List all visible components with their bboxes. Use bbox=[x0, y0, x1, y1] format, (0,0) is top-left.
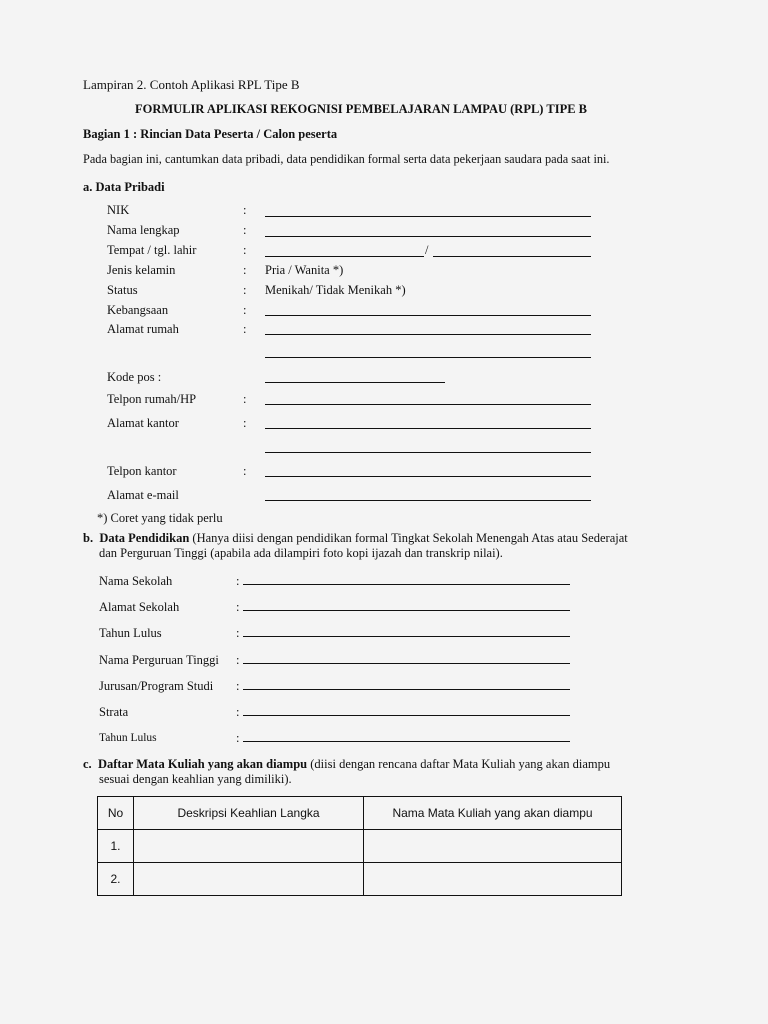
nama-perguruan-tinggi-input-line[interactable] bbox=[243, 663, 570, 664]
colon: : bbox=[236, 574, 240, 588]
kebangsaan-input-line[interactable] bbox=[265, 315, 591, 316]
colon: : bbox=[243, 322, 247, 336]
colon: : bbox=[243, 283, 247, 297]
alamat-sekolah-input-line[interactable] bbox=[243, 610, 570, 611]
alamat-kantor-input-line-2[interactable] bbox=[265, 452, 591, 453]
table-header-deskripsi: Deskripsi Keahlian Langka bbox=[134, 797, 364, 830]
section-b-description-2: dan Perguruan Tinggi (apabila ada dilampiri foto kopi ijazah dan transkrip nilai). bbox=[99, 546, 503, 560]
tempat-lahir-input-line[interactable] bbox=[265, 256, 424, 257]
table-row bbox=[98, 830, 622, 863]
field-label-telpon-rumah: Telpon rumah/HP bbox=[107, 392, 197, 406]
field-label-alamat-kantor: Alamat kantor bbox=[107, 416, 179, 430]
colon: : bbox=[236, 600, 240, 614]
colon: : bbox=[236, 626, 240, 640]
date-separator: / bbox=[425, 243, 429, 257]
field-label-tempat-tgl-lahir: Tempat / tgl. lahir bbox=[107, 243, 197, 257]
alamat-rumah-input-line-1[interactable] bbox=[265, 334, 591, 335]
colon: : bbox=[236, 705, 240, 719]
colon: : bbox=[243, 303, 247, 317]
field-label-strata: Strata bbox=[99, 705, 129, 719]
field-label-nama-lengkap: Nama lengkap bbox=[107, 223, 180, 237]
field-label-status: Status bbox=[107, 283, 138, 297]
alamat-email-input-line[interactable] bbox=[265, 500, 591, 501]
section-b-heading bbox=[83, 531, 628, 546]
table-cell-no: 1. bbox=[98, 830, 134, 863]
colon: : bbox=[243, 392, 247, 406]
telpon-kantor-input-line[interactable] bbox=[265, 476, 591, 477]
field-label-kode-pos: Kode pos : bbox=[107, 370, 162, 384]
footnote: *) Coret yang tidak perlu bbox=[97, 511, 223, 525]
colon: : bbox=[236, 653, 240, 667]
kode-pos-input-line[interactable] bbox=[265, 382, 445, 383]
colon: : bbox=[236, 731, 240, 745]
colon: : bbox=[243, 464, 247, 478]
colon: : bbox=[243, 416, 247, 430]
section-heading-daftar-mata-kuliah: Daftar Mata Kuliah yang akan diampu bbox=[97, 757, 308, 771]
table-header-row bbox=[98, 797, 622, 830]
field-label-tahun-lulus: Tahun Lulus bbox=[99, 626, 162, 640]
section-heading-data-pribadi: a. Data Pribadi bbox=[83, 180, 165, 194]
strata-input-line[interactable] bbox=[243, 715, 570, 716]
table-header-mata-kuliah: Nama Mata Kuliah yang akan diampu bbox=[364, 797, 622, 830]
field-label-telpon-kantor: Telpon kantor bbox=[107, 464, 177, 478]
mata-kuliah-table bbox=[97, 796, 622, 896]
bagian-1-intro: Pada bagian ini, cantumkan data pribadi, data pendidikan formal serta data pekerjaan saudara pada saat ini. bbox=[83, 152, 610, 166]
field-label-nama-perguruan-tinggi: Nama Perguruan Tinggi bbox=[99, 653, 219, 667]
section-c-prefix: c. bbox=[83, 757, 92, 771]
nama-sekolah-input-line[interactable] bbox=[243, 584, 570, 585]
field-label-tahun-lulus-2: Tahun Lulus bbox=[99, 732, 157, 744]
table-cell-mata-kuliah[interactable] bbox=[364, 830, 622, 863]
table-row bbox=[98, 863, 622, 896]
tgl-lahir-input-line[interactable] bbox=[433, 256, 591, 257]
section-c-description-2: sesuai dengan keahlian yang dimiliki). bbox=[99, 772, 292, 786]
section-b-description: (Hanya diisi dengan pendidikan formal Tingkat Sekolah Menengah Atas atau Sederajat bbox=[192, 531, 628, 545]
table-header-no: No bbox=[98, 797, 134, 830]
colon: : bbox=[243, 203, 247, 217]
section-c-heading bbox=[83, 757, 610, 772]
field-label-alamat-sekolah: Alamat Sekolah bbox=[99, 600, 180, 614]
colon: : bbox=[236, 679, 240, 693]
tahun-lulus-input-line[interactable] bbox=[243, 636, 570, 637]
alamat-kantor-input-line-1[interactable] bbox=[265, 428, 591, 429]
jurusan-input-line[interactable] bbox=[243, 689, 570, 690]
table-cell-deskripsi[interactable] bbox=[134, 863, 364, 896]
table-cell-no: 2. bbox=[98, 863, 134, 896]
section-heading-bagian-1: Bagian 1 : Rincian Data Peserta / Calon peserta bbox=[83, 127, 338, 141]
table-cell-deskripsi[interactable] bbox=[134, 830, 364, 863]
tahun-lulus-2-input-line[interactable] bbox=[243, 741, 570, 742]
colon: : bbox=[243, 263, 247, 277]
nama-lengkap-input-line[interactable] bbox=[265, 236, 591, 237]
telpon-rumah-input-line[interactable] bbox=[265, 404, 591, 405]
field-label-kebangsaan: Kebangsaan bbox=[107, 303, 169, 317]
field-label-alamat-rumah: Alamat rumah bbox=[107, 322, 179, 336]
status-options[interactable]: Menikah/ Tidak Menikah *) bbox=[265, 283, 406, 297]
form-title: FORMULIR APLIKASI REKOGNISI PEMBELAJARAN LAMPAU (RPL) TIPE B bbox=[135, 102, 588, 116]
section-c-description: (diisi dengan rencana daftar Mata Kuliah yang akan diampu bbox=[310, 757, 611, 771]
table-cell-mata-kuliah[interactable] bbox=[364, 863, 622, 896]
field-label-jenis-kelamin: Jenis kelamin bbox=[107, 263, 176, 277]
jenis-kelamin-options[interactable]: Pria / Wanita *) bbox=[265, 263, 344, 277]
section-heading-data-pendidikan: Data Pendidikan bbox=[99, 531, 190, 545]
field-label-jurusan: Jurusan/Program Studi bbox=[99, 679, 214, 693]
colon: : bbox=[243, 243, 247, 257]
field-label-alamat-email: Alamat e-mail bbox=[107, 488, 179, 502]
field-label-nama-sekolah: Nama Sekolah bbox=[99, 574, 173, 588]
alamat-rumah-input-line-2[interactable] bbox=[265, 357, 591, 358]
section-b-prefix: b. bbox=[83, 531, 94, 545]
appendix-label: Lampiran 2. Contoh Aplikasi RPL Tipe B bbox=[83, 77, 300, 92]
nik-input-line[interactable] bbox=[265, 216, 591, 217]
colon: : bbox=[243, 223, 247, 237]
field-label-nik: NIK bbox=[107, 203, 130, 217]
